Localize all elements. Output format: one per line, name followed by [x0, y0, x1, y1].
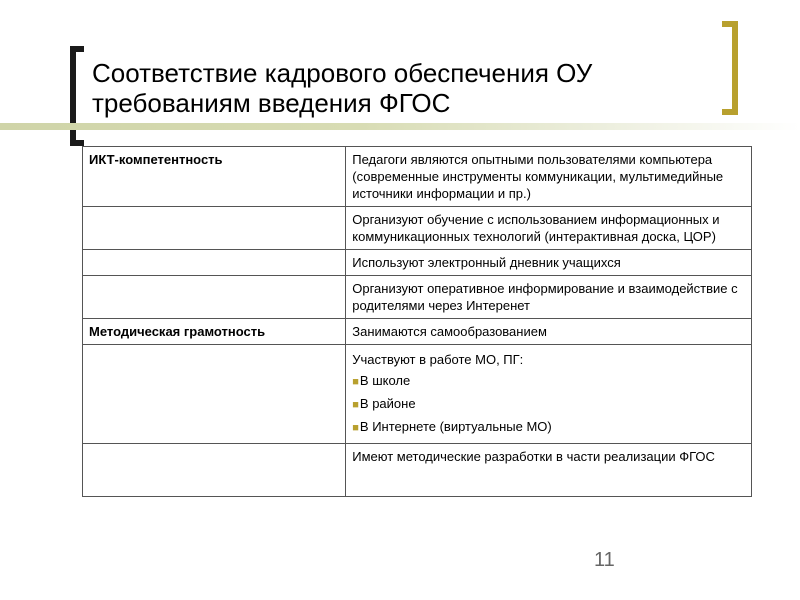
table-row: [83, 276, 752, 319]
table-cell-category: Методическая грамотность: [83, 319, 346, 345]
table-cell-description: Используют электронный дневник учащихся: [346, 250, 752, 276]
table-cell-description: Имеют методические разработки в части реализации ФГОС: [346, 444, 752, 497]
list-heading: Участвуют в работе МО, ПГ:: [352, 352, 524, 367]
page-number: 11: [594, 549, 615, 571]
table-cell-category: [83, 345, 346, 444]
table-row: [83, 444, 752, 497]
table-cell-description: Занимаются самообразованием: [346, 319, 752, 345]
list-item-label: В районе: [359, 396, 416, 411]
left-bracket-decoration: [70, 46, 84, 146]
table-cell-category: [83, 276, 346, 319]
table-cell-category: [83, 207, 346, 250]
slide-title: Соответствие кадрового обеспечения ОУ требованиям введения ФГОС: [92, 58, 593, 118]
table-cell-category: [83, 444, 346, 497]
list-item: [352, 370, 745, 393]
table-row: [83, 250, 752, 276]
right-bracket-decoration: [722, 21, 738, 115]
table-cell-description: Педагоги являются опытными пользователями компьютера (современные инструменты коммуникации, мультимедийные источники информации и пр.): [346, 147, 752, 207]
title-underline-decoration: [0, 123, 800, 130]
table-cell-description: Организуют оперативное информирование и взаимодействие с родителями через Интеренет: [346, 276, 752, 319]
table-row: [83, 147, 752, 207]
table-cell-description: [346, 345, 752, 444]
bullet-icon: ■: [352, 399, 359, 411]
table-cell-description: Организуют обучение с использованием информационных и коммуникационных технологий (интерактивная доска, ЦОР): [346, 207, 752, 250]
staffing-table: [82, 146, 752, 497]
list-item-label: В школе: [359, 373, 411, 388]
list-item-label: В Интернете (виртуальные МО): [359, 419, 552, 434]
table-cell-category: ИКТ-компетентность: [83, 147, 346, 207]
list-item: [352, 416, 745, 439]
bullet-icon: ■: [352, 422, 359, 434]
list-item: [352, 393, 745, 416]
table-row: [83, 319, 752, 345]
table-row: [83, 207, 752, 250]
bullet-icon: ■: [352, 376, 359, 388]
table-cell-category: [83, 250, 346, 276]
table-row: [83, 345, 752, 444]
